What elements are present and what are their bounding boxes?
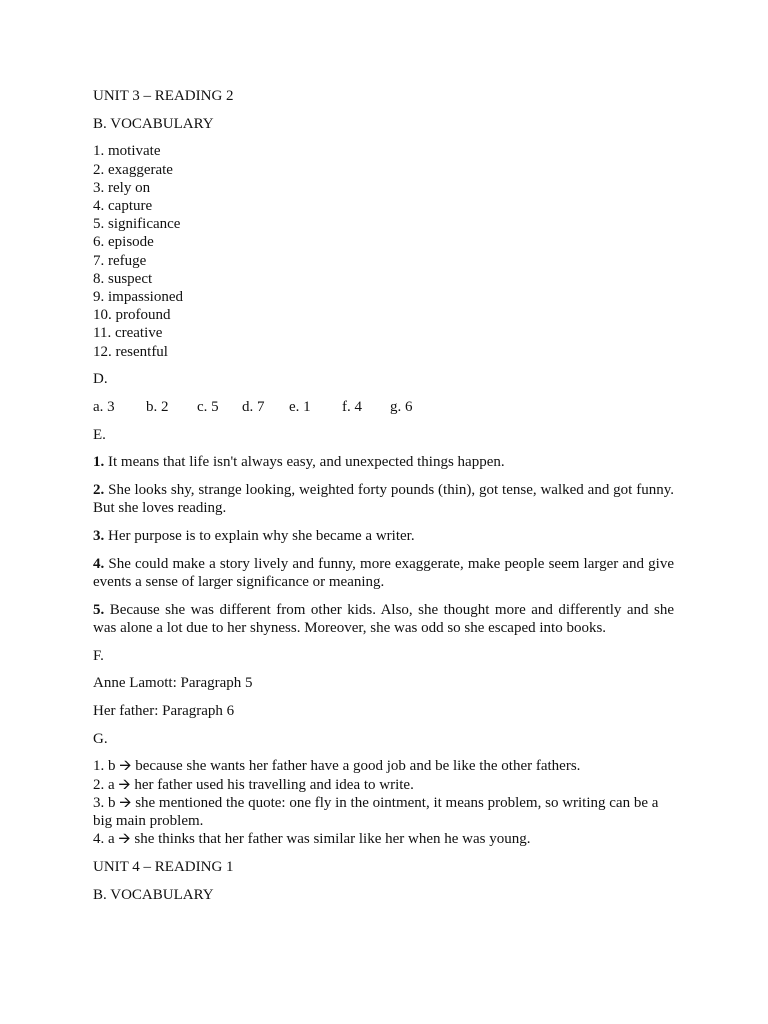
item-number: 3. (93, 528, 105, 545)
vocab-item: 5. significance (93, 216, 181, 233)
item-text: It means that life isn't always easy, and unexpected things happen. (104, 454, 505, 471)
section-g-list (93, 757, 674, 848)
vocab-list (93, 142, 674, 360)
section-e-item (93, 481, 674, 517)
vocab-item: 4. capture (93, 198, 153, 215)
item-text: because she wants her father have a good job and be like the other fathers. (131, 758, 581, 775)
section-g-heading: G. (93, 730, 108, 747)
answer-item: f. 4 (342, 399, 362, 416)
section-d-answers (93, 398, 674, 416)
section-e-item (93, 453, 674, 471)
item-prefix: 2. a (93, 776, 115, 793)
answer-item: g. 6 (390, 399, 413, 416)
section-g-item (93, 757, 674, 775)
answer-item: c. 5 (197, 399, 219, 416)
vocab-item: 10. profound (93, 307, 171, 324)
unit4-vocab-heading: B. VOCABULARY (93, 886, 214, 903)
unit4-heading: UNIT 4 – READING 1 (93, 858, 234, 875)
section-g-item (93, 776, 674, 794)
section-f-line: Anne Lamott: Paragraph 5 (93, 675, 253, 692)
answer-item: d. 7 (242, 399, 265, 416)
section-e-item (93, 527, 674, 545)
item-text: her father used his travelling and idea to write. (130, 776, 414, 793)
document-body (93, 87, 674, 913)
item-number: 1. (93, 454, 105, 471)
answer-item: e. 1 (289, 399, 311, 416)
vocab-item: 8. suspect (93, 270, 153, 287)
vocab-item: 7. refuge (93, 252, 147, 269)
item-text: she thinks that her father was similar like her when he was young. (130, 831, 531, 848)
item-text: Her purpose is to explain why she became a writer. (104, 528, 415, 545)
item-prefix: 3. b (93, 794, 116, 811)
item-text: Because she was different from other kids. Also, she thought more and differently and she was alone a lot due to her shyness. Moreover, she was odd so she escaped into books. (93, 601, 674, 636)
item-number: 2. (93, 482, 105, 499)
section-g-item (93, 830, 674, 848)
arrow-right-icon: 🡪 (118, 776, 131, 793)
section-d-heading: D. (93, 371, 108, 388)
section-e-item (93, 601, 674, 637)
vocab-item: 3. rely on (93, 179, 151, 196)
item-text: She looks shy, strange looking, weighted forty pounds (thin), got tense, walked and got funny. But she loves reading. (93, 482, 674, 517)
vocab-item: 9. impassioned (93, 289, 183, 306)
arrow-right-icon: 🡪 (119, 794, 132, 811)
section-f-line: Her father: Paragraph 6 (93, 702, 235, 719)
section-f-heading: F. (93, 647, 104, 664)
vocab-item: 2. exaggerate (93, 161, 173, 178)
section-e-heading: E. (93, 426, 106, 443)
unit3-heading: UNIT 3 – READING 2 (93, 88, 234, 104)
item-text: she mentioned the quote: one fly in the ointment, it means problem, so writing can be a big main problem. (93, 794, 659, 829)
section-g-item (93, 794, 674, 830)
arrow-right-icon: 🡪 (118, 831, 131, 848)
vocab-item: 1. motivate (93, 143, 161, 160)
arrow-right-icon: 🡪 (119, 758, 132, 775)
answer-item: a. 3 (93, 399, 115, 416)
section-e-item (93, 555, 674, 591)
vocab-item: 6. episode (93, 234, 154, 251)
vocab-item: 11. creative (93, 325, 163, 342)
vocab-item: 12. resentful (93, 343, 168, 360)
item-number: 5. (93, 601, 105, 618)
answer-item: b. 2 (146, 399, 169, 416)
vocab-heading: B. VOCABULARY (93, 115, 214, 132)
item-prefix: 1. b (93, 758, 116, 775)
item-number: 4. (93, 555, 105, 572)
item-prefix: 4. a (93, 831, 115, 848)
item-text: She could make a story lively and funny, more exaggerate, make people seem larger and give events a sense of larger significance or meaning. (93, 555, 674, 590)
